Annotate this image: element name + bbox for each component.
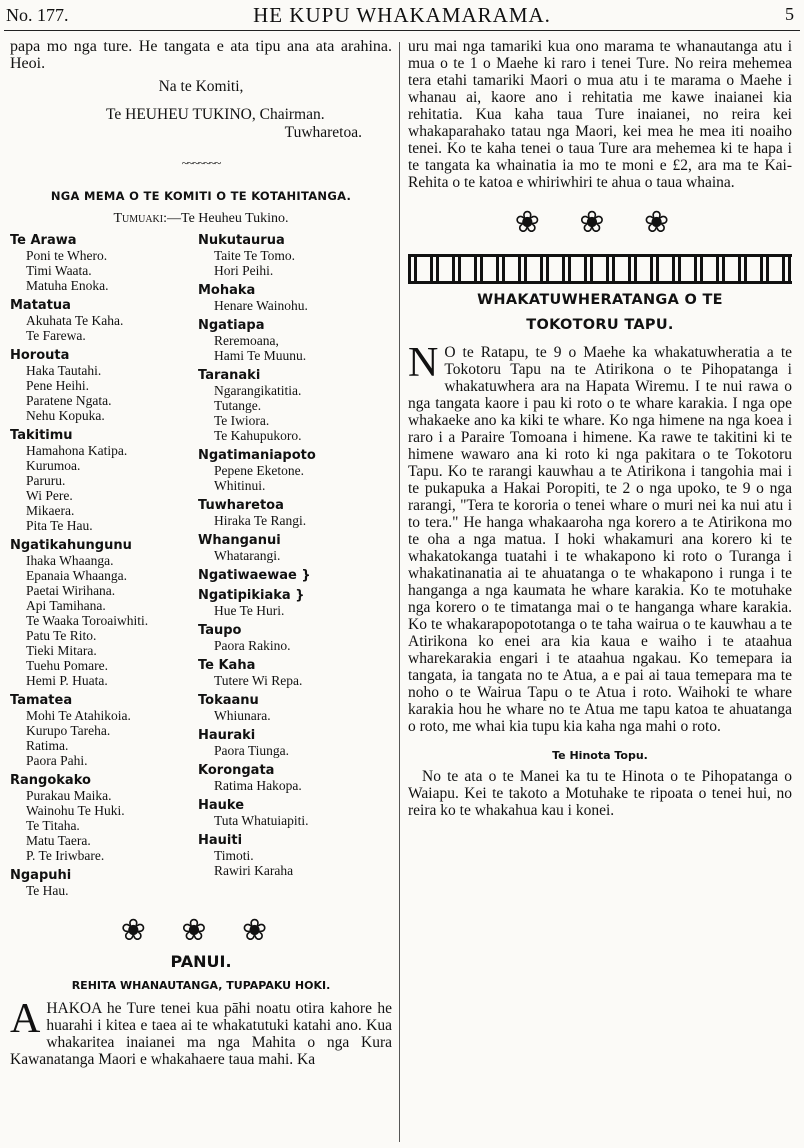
member-name: Reremoana, [214, 333, 279, 348]
tribe-group [10, 538, 198, 688]
member-name: Tuta Whatuiapiti. [214, 813, 309, 828]
hinota-paragraph: No te ata o te Manei ka tu te Hinota o te Pihopatanga o Waiapu. Kei te takoto a Motuhake te ripoata o tenei hui, no reira ko te whakahua kau i konei. [408, 768, 792, 819]
tribe-group [10, 348, 198, 423]
member-name: Ratima. [26, 738, 69, 753]
member-name: Hamahona Katipa. [26, 443, 128, 458]
member-name: Te Kahupukoro. [214, 428, 302, 443]
member-name: Wi Pere. [26, 488, 73, 503]
member-name: Ngarangikatitia. [214, 383, 302, 398]
member-name: Paruru. [26, 473, 66, 488]
article-dropcap: N [408, 340, 439, 386]
tumuaki-value: :—Te Heuheu Tukino. [163, 211, 289, 226]
tribe-name: Mohaka [198, 283, 256, 298]
member-name: Pene Heihi. [26, 378, 89, 393]
member-name: Api Tamihana. [26, 598, 106, 613]
member-name: Tuehu Pomare. [26, 658, 109, 673]
tribe-group [198, 448, 392, 493]
panui-dropcap: A [10, 996, 41, 1042]
member-name: Taite Te Tomo. [214, 248, 296, 263]
article-heading-line-2: TOKOTORU TAPU. [526, 317, 674, 333]
tribe-name: Te Arawa [10, 233, 77, 248]
tribe-group [198, 693, 392, 723]
continued-paragraph: uru mai nga tamariki kua ono marama te whanautanga atu i mua o te 1 o Maehe ki raro i tenei Ture. No reira mehemea tera etahi tamariki Maori o mua atu i te marama o Maehe i whanau ai, kaore ano i rehitatia me kawe inaianei kia rehitatia. Kua kaha taua Ture inaianei, no reira kei whakaparahako tatau nga Maori, kei mea he mea iti noaiho tenei. Ko te kaha tenei o taua Ture ara mehemea ki te hapa i te tangata ka whainatia ia mo te moni e £2, ara ma te Kai-Rehita o te katoa e whiriwhiri te ahua o taua whaina. [408, 38, 792, 191]
hinota-title: Te Hinota Topu. [552, 749, 648, 762]
tribe-group [10, 298, 198, 343]
page-header [0, 0, 804, 26]
tribe-name: Ngatikahungunu [10, 538, 132, 553]
member-name: Hemi P. Huata. [26, 673, 108, 688]
tribe-group [198, 728, 392, 758]
tribe-group [198, 318, 392, 363]
tribe-name: Korongata [198, 763, 275, 778]
right-column [408, 38, 792, 819]
tribe-group [10, 428, 198, 533]
member-name: Kurumoa. [26, 458, 81, 473]
member-name: Tutere Wi Repa. [214, 673, 303, 688]
member-name: Ratima Hakopa. [214, 778, 302, 793]
member-name: Kurupo Tareha. [26, 723, 111, 738]
ornament-divider: ~~~~~~~ [181, 156, 221, 170]
member-name: Whatarangi. [214, 548, 281, 563]
member-name: Hori Peihi. [214, 263, 274, 278]
tribe-group [198, 658, 392, 688]
member-name: Paora Tiunga. [214, 743, 290, 758]
member-name: Whiunara. [214, 708, 271, 723]
tribe-group [198, 568, 392, 583]
tribe-name: Ngatimaniapoto [198, 448, 316, 463]
member-name: Timi Waata. [26, 263, 92, 278]
tumuaki-label: Tumuaki [113, 211, 164, 226]
member-name: Te Iwiora. [214, 413, 270, 428]
flower-ornaments: ❀ ❀ ❀ [120, 914, 282, 947]
tribe-name: Tamatea [10, 693, 73, 708]
tribe-group [198, 833, 392, 878]
tribe-name: Takitimu [10, 428, 73, 443]
tribe-name: Ngatiapa [198, 318, 265, 333]
member-list-col-1 [10, 233, 198, 903]
member-name: Epanaia Whaanga. [26, 568, 127, 583]
member-name: Haka Tautahi. [26, 363, 102, 378]
member-name: Paora Pahi. [26, 753, 88, 768]
tribe-name: Rangokako [10, 773, 91, 788]
tribe-group [10, 233, 198, 293]
signature-line-2: Te HEUHEU TUKINO, Chairman. [106, 106, 325, 123]
tribe-group [198, 763, 392, 793]
tribe-name: Matatua [10, 298, 71, 313]
member-name: Paora Rakino. [214, 638, 291, 653]
tribe-name: Hauke [198, 798, 245, 813]
member-name: Nehu Kopuka. [26, 408, 105, 423]
tribe-group [198, 498, 392, 528]
tribe-name: Whanganui [198, 533, 281, 548]
tribe-name: Hauraki [198, 728, 256, 743]
member-name: Hue Te Huri. [214, 603, 285, 618]
committee-section-title: NGA MEMA O TE KOMITI O TE KOTAHITANGA. [50, 189, 352, 203]
article-heading-line-1: WHAKATUWHERATANGA O TE [477, 292, 723, 308]
member-name: Matuha Enoka. [26, 278, 109, 293]
tribe-group [198, 233, 392, 278]
ornamental-band [408, 254, 792, 284]
member-name: Patu Te Rito. [26, 628, 97, 643]
issue-number: No. 177. [6, 5, 69, 25]
tumuaki-line [10, 211, 392, 227]
tribe-group [10, 868, 198, 898]
member-name: Rawiri Karaha [214, 863, 294, 878]
article-text: O te Ratapu, te 9 o Maehe ka whakatuwheratia a te Tokotoru Tapu na te Atirikona o te Pihopatanga i whakatuwhera ara na Hapata Wiremu. I te nui rawa o nga tangata kaore i pau ki roto o te whare karakia. I nga ope whakaeke ano ka kiki te whare. Ko nga himene na nga koea i raro i a Paraire Tomoana i himene. Ka rawe te takitini ki te himene wawaro ana ki roto ki nga pakitara o te Tokotoru Tapu. Ko te rarangi kauwhau a te Atirikona i tangohia mai i te pukapuka a Hakai Poropiti, te 2 o nga upoko, te 9 o nga rarangi, "Tera te kororia o tenei whare o muri nei ka nui atu i to tera." He hanga whakaaroha nga korero a te Atirikona mo te oha a nga matua. I hoki whakamuri ana korero ki te whakatokanga tuatahi i te whakapono ki roto o Turanga i whakatinanatia ai te ahuatanga o te whakapono i runga i te hanganga a nga kaumata he whare karakia. Ko te motuhake nga korero o te timatanga mai o te hanganga whare karakia. Ko te whakarapopototanga o te taha wairua o te kauwhau a te Atirikona ko enei ara kia kaua e waiho i te ataahua wharekarakia engari i te ataahua ngakau. Ko temepara ia tangata, ia tangata no te Atua, a e pai ai taua temepara ma te noho o te Wairua Tapu o te Atua i roto. Waihoki te whare karakia hou he whare no te Atua me tapu katoa te ahuatanga o roto, me whai kia tupu kia kaha nga mahi o roto. [408, 344, 792, 735]
tribe-group [198, 533, 392, 563]
page-number: 5 [785, 4, 794, 24]
member-list-col-2 [198, 233, 392, 903]
tribe-name: Hauiti [198, 833, 243, 848]
panui-paragraph [10, 996, 392, 1068]
tribe-group [198, 588, 392, 618]
member-name: Henare Wainohu. [214, 298, 308, 313]
member-name: Te Hau. [26, 883, 69, 898]
signature-line-1: Na te Komiti, [158, 78, 244, 95]
column-divider [399, 42, 400, 1142]
tribe-group [10, 773, 198, 863]
page-title: HE KUPU WHAKAMARAMA. [253, 3, 551, 27]
member-name: Hami Te Muunu. [214, 348, 307, 363]
member-name: Pita Te Hau. [26, 518, 93, 533]
member-name: Mohi Te Atahikoia. [26, 708, 131, 723]
member-name: Whitinui. [214, 478, 266, 493]
flower-ornaments-right: ❀ ❀ ❀ [514, 206, 686, 239]
member-name: Te Titaha. [26, 818, 80, 833]
member-name: Tieki Mitara. [26, 643, 97, 658]
member-name: Wainohu Te Huki. [26, 803, 125, 818]
member-list [10, 233, 392, 903]
tribe-name: Ngatiwaewae } [198, 568, 311, 583]
tribe-group [198, 798, 392, 828]
tribe-name: Ngatipikiaka } [198, 588, 305, 603]
member-name: Timoti. [214, 848, 254, 863]
member-name: Akuhata Te Kaha. [26, 313, 124, 328]
tribe-name: Horouta [10, 348, 70, 363]
member-name: Hiraka Te Rangi. [214, 513, 307, 528]
member-name: Ihaka Whaanga. [26, 553, 114, 568]
tribe-name: Taranaki [198, 368, 261, 383]
member-name: Te Farewa. [26, 328, 86, 343]
tribe-group [198, 368, 392, 443]
member-name: Matu Taera. [26, 833, 91, 848]
panui-text: HAKOA he Ture tenei kua pāhi noatu otira kahore he huarahi i kitea e taea ai te whakatutuki katahi ano. Kua whakaritea inaianei ma nga Mahita o nga Kura Kawanatanga Maori e whakahaere taua mahi. Ka [10, 1000, 392, 1068]
tribe-name: Taupo [198, 623, 242, 638]
tribe-group [10, 693, 198, 768]
member-name: Mikaera. [26, 503, 75, 518]
header-rule [4, 30, 800, 31]
tribe-group [198, 623, 392, 653]
article-paragraph [408, 340, 792, 735]
member-name: Pepene Eketone. [214, 463, 304, 478]
member-name: Poni te Whero. [26, 248, 108, 263]
tribe-name: Tuwharetoa [198, 498, 284, 513]
left-column [10, 38, 392, 1068]
member-name: Paratene Ngata. [26, 393, 112, 408]
intro-paragraph: papa mo nga ture. He tangata e ata tipu ana ata arahina. Heoi. [10, 38, 392, 72]
tribe-name: Tokaanu [198, 693, 259, 708]
member-name: P. Te Iriwbare. [26, 848, 105, 863]
panui-title: PANUI. [170, 952, 232, 971]
member-name: Te Waaka Toroaiwhiti. [26, 613, 149, 628]
member-name: Paetai Wirihana. [26, 583, 116, 598]
tribe-name: Ngapuhi [10, 868, 72, 883]
panui-subtitle: REHITA WHANAUTANGA, TUPAPAKU HOKI. [71, 979, 331, 992]
member-name: Tutange. [214, 398, 262, 413]
signature-line-3: Tuwharetoa. [284, 124, 362, 141]
tribe-group [198, 283, 392, 313]
tribe-name: Nukutaurua [198, 233, 285, 248]
member-name: Purakau Maika. [26, 788, 112, 803]
tribe-name: Te Kaha [198, 658, 256, 673]
